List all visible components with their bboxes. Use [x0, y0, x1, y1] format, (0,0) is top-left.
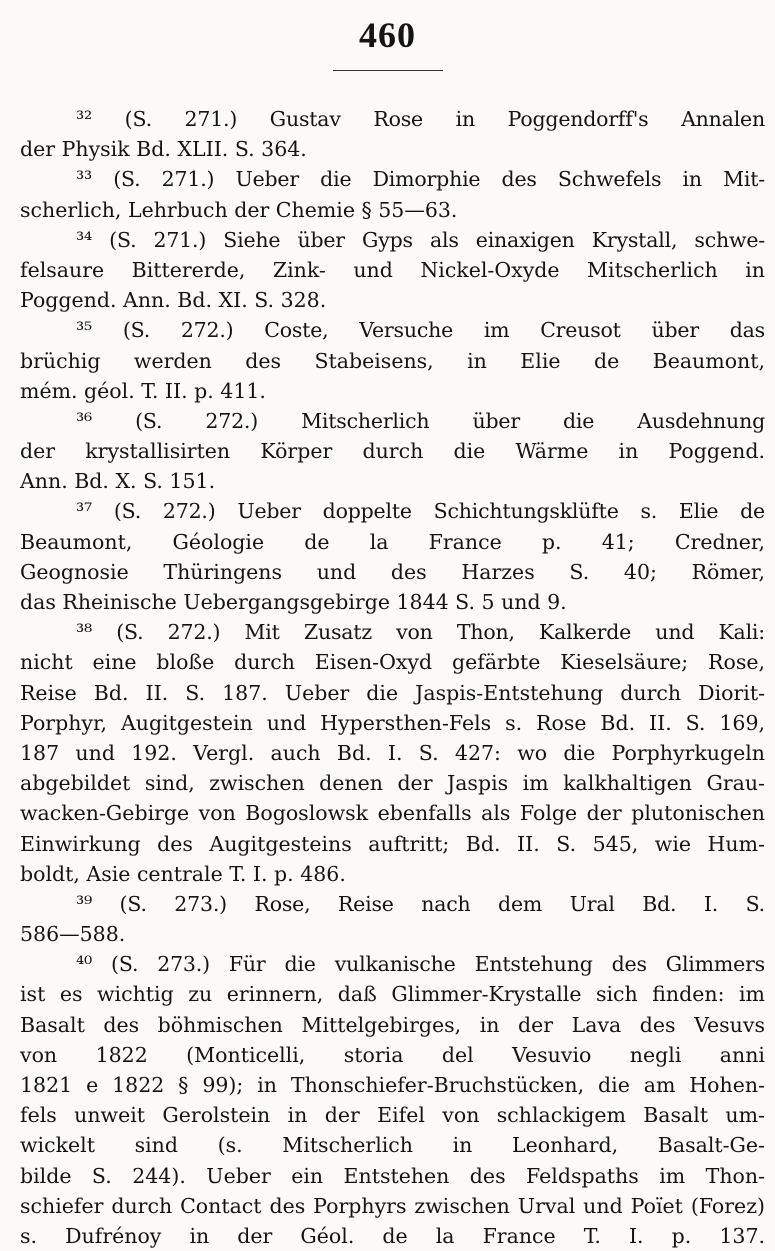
footnote-line: ist es wichtig zu erinnern, daß Glimmer-Krystalle sich finden: im	[20, 982, 765, 1007]
footnote-line: von 1822 (Monticelli, storia del Vesuvio negli anni	[20, 1042, 765, 1067]
footnote-line: felsaure Bittererde, Zink- und Nickel-Oxyde Mitscherlich in	[20, 257, 765, 282]
footnote-line: mém. géol. T. II. p. 411.	[20, 378, 266, 403]
footnote-line: schiefer durch Contact des Porphyrs zwischen Urval und Poïet (Forez)	[20, 1193, 765, 1218]
footnote-line: der krystallisirten Körper durch die Wärme in Poggend.	[20, 439, 765, 464]
footnote-line: Poggend. Ann. Bd. XI. S. 328.	[20, 288, 327, 313]
footnote-line: ³⁸ (S. 272.) Mit Zusatz von Thon, Kalkerde und Kali:	[76, 620, 765, 645]
footnote-line: das Rheinische Uebergangsgebirge 1844 S. 5 und 9.	[20, 590, 567, 614]
footnote-line: s. Dufrénoy in der Géol. de la France T. I. p. 137.	[20, 1223, 765, 1248]
footnote-line: ³⁷ (S. 272.) Ueber doppelte Schichtungsklüfte s. Elie de	[76, 499, 765, 524]
footnote-line: brüchig werden des Stabeisens, in Elie de Beaumont,	[20, 348, 765, 373]
footnote-line: ³⁹ (S. 273.) Rose, Reise nach dem Ural Bd. I. S.	[76, 891, 765, 916]
footnote-line: 586—588.	[20, 922, 126, 947]
footnote-line: ³⁶ (S. 272.) Mitscherlich über die Ausdehnung	[76, 408, 765, 433]
footnote-line: scherlich, Lehrbuch der Chemie § 55—63.	[20, 197, 458, 222]
footnote-line: ³² (S. 271.) Gustav Rose in Poggendorff's Annalen	[76, 107, 765, 131]
page-number: 460	[359, 15, 416, 55]
footnote-line: Basalt des böhmischen Mittelgebirges, in der Lava des Vesuvs	[20, 1012, 765, 1037]
footnote-line: Geognosie Thüringens und des Harzes S. 40; Römer,	[20, 559, 765, 584]
footnotes	[20, 104, 765, 1251]
footnote-line: Einwirkung des Augitgesteins auftritt; Bd. II. S. 545, wie Hum-	[20, 831, 765, 856]
footnote-line: der Physik Bd. XLII. S. 364.	[20, 137, 307, 162]
footnote-line: wacken-Gebirge von Bogoslowsk ebenfalls als Folge der plutonischen	[20, 801, 765, 826]
footnote-line: boldt, Asie centrale T. I. p. 486.	[20, 861, 346, 886]
footnote-line: Reise Bd. II. S. 187. Ueber die Jaspis-Entstehung durch Diorit-	[20, 680, 765, 705]
footnote-line: ³⁵ (S. 272.) Coste, Versuche im Creusot über das	[76, 318, 765, 343]
footnote-line: abgebildet sind, zwischen denen der Jaspis im kalkhaltigen Grau-	[20, 771, 765, 796]
footnote-line: 187 und 192. Vergl. auch Bd. I. S. 427: wo die Porphyrkugeln	[20, 740, 765, 765]
footnote-line: ⁴⁰ (S. 273.) Für die vulkanische Entstehung des Glimmers	[76, 952, 765, 977]
footnote-line: Beaumont, Géologie de la France p. 41; Credner,	[20, 529, 765, 554]
footnote-line: wickelt sind (s. Mitscherlich in Leonhard, Basalt-Ge-	[20, 1133, 765, 1158]
footnote-line: nicht eine bloße durch Eisen-Oxyd gefärbte Kieselsäure; Rose,	[20, 650, 765, 675]
footnote-line: 1821 e 1822 § 99); in Thonschiefer-Bruchstücken, die am Hohen-	[20, 1073, 765, 1097]
header-rule	[333, 70, 443, 71]
footnote-line: fels unweit Gerolstein in der Eifel von schlackigem Basalt um-	[20, 1103, 765, 1128]
footnote-line: ³³ (S. 271.) Ueber die Dimorphie des Schwefels in Mit-	[76, 167, 765, 192]
footnote-line: Ann. Bd. X. S. 151.	[20, 469, 216, 494]
footnote-line: bilde S. 244). Ueber ein Entstehen des Feldspaths im Thon-	[20, 1163, 765, 1188]
footnote-line: ³⁴ (S. 271.) Siehe über Gyps als einaxigen Krystall, schwe-	[76, 227, 765, 252]
footnote-line: Porphyr, Augitgestein und Hypersthen-Fels s. Rose Bd. II. S. 169,	[20, 710, 765, 735]
